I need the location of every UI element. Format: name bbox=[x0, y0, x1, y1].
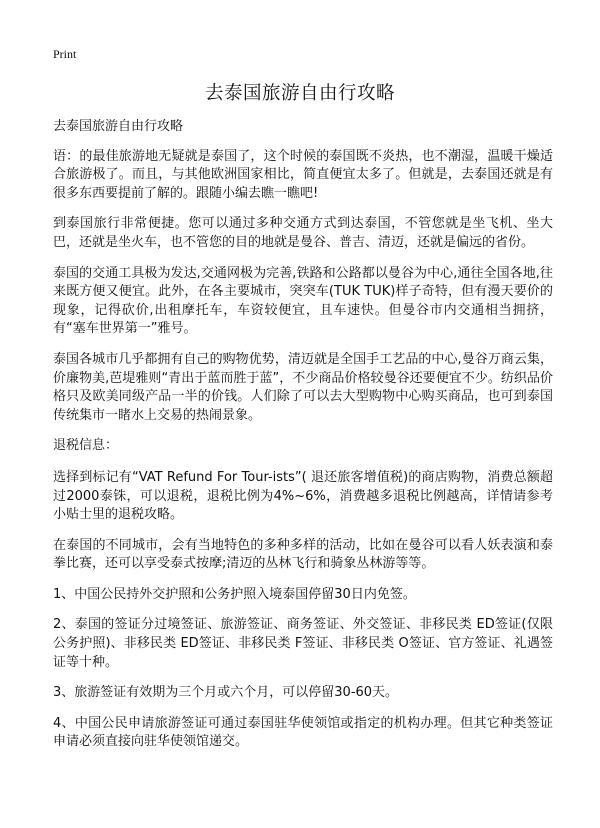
paragraph-transport: 泰国的交通工具极为发达,交通网极为完善,铁路和公路都以曼谷为中心,通往全国各地,往来既方便又便宜。此外，在各主要城市，突突车(TUK TUK)样子奇特，但有漫天要价的现象，记得砍价,出租摩托车，车资较便宜，且车速快。但曼谷市内交通相当拥挤，有“塞车世界第一”雅号。 bbox=[53, 265, 553, 337]
paragraph-activities: 在泰国的不同城市，会有当地特色的多种多样的活动，比如在曼谷可以看人妖表演和泰拳比赛，还可以享受泰式按摩;清迈的丛林飞行和骑象丛林游等等。 bbox=[53, 537, 553, 572]
paragraph-shopping: 泰国各城市几乎都拥有自己的购物优势，清迈就是全国手工艺品的中心,曼谷万商云集，价廉物美,芭堤雅则“青出于蓝而胜于蓝”，不少商品价格较曼谷还要便宜不少。纺织品价格只及欧美同级产品一半的价钱。人们除了可以去大型购物中心购买商品，也可到泰国传统集市一睹水上交易的热闹景象。 bbox=[53, 351, 553, 423]
document-body bbox=[53, 118, 553, 764]
print-link[interactable]: Print bbox=[53, 47, 77, 61]
paragraph-travel: 到泰国旅行非常便捷。您可以通过多种交通方式到达泰国，不管您就是坐飞机、坐大巴，还就是坐火车，也不管您的目的地就是曼谷、普吉、清迈，还就是偏远的省份。 bbox=[53, 216, 553, 250]
visa-item-1: 1、中国公民持外交护照和公务护照入境泰国停留30日内免签。 bbox=[53, 586, 416, 602]
page-title: 去泰国旅游自由行攻略 bbox=[204, 83, 395, 104]
visa-item-3: 3、旅游签证有效期为三个月或六个月，可以停留30-60天。 bbox=[53, 685, 399, 701]
paragraph-intro: 语：的最佳旅游地无疑就是泰国了，这个时候的泰国既不炎热，也不潮湿，温暖干燥适合旅游极了。而且，与其他欧洲国家相比，简直便宜太多了。但就是，去泰国还就是有很多东西要提前了解的。跟随小编去瞧一瞧吧! bbox=[53, 148, 553, 201]
visa-item-2: 2、泰国的签证分过境签证、旅游签证、商务签证、外交签证、非移民类 ED签证(仅限公务护照)、非移民类 ED签证、非移民类 F签证、非移民类 O签证、官方签证、礼遇签证等十种。 bbox=[53, 617, 553, 670]
refund-heading: 退税信息： bbox=[53, 438, 119, 454]
document-subtitle: 去泰国旅游自由行攻略 bbox=[53, 119, 184, 134]
visa-item-4: 4、中国公民申请旅游签证可通过泰国驻华使领馆或指定的机构办理。但其它种类签证申请必须直接向驻华使领馆递交。 bbox=[53, 715, 553, 750]
paragraph-refund: 选择到标记有“VAT Refund For Tour-ists”( 退还旅客增值税)的商店购物，消费总额超过2000泰铢，可以退税，退税比例为4%~6%，消费越多退税比例越高，详情请参考小贴士里的退税攻略。 bbox=[53, 469, 553, 523]
